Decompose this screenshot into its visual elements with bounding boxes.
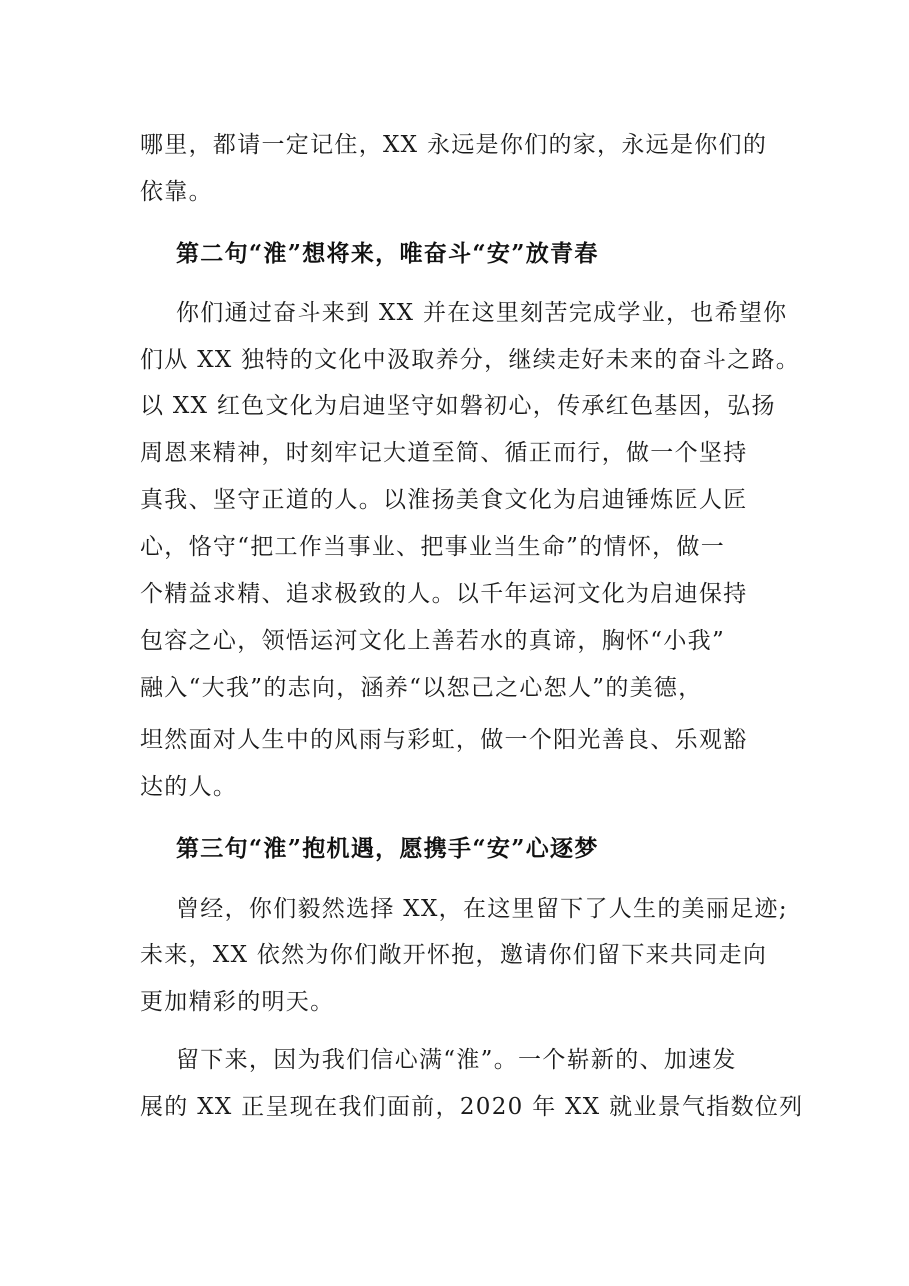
- body-line: 融入“大我”的志向，涵养“以恕己之心恕人”的美德，: [140, 675, 703, 701]
- body-line: 个精益求精、追求极致的人。以千年运河文化为启迪保持: [140, 581, 748, 607]
- section-heading: 第二句“淮”想将来，唯奋斗“安”放青春: [176, 240, 599, 267]
- body-line: 们从 XX 独特的文化中汲取养分，继续走好未来的奋斗之路。: [140, 347, 801, 373]
- section-heading: 第三句“淮”抱机遇，愿携手“安”心逐梦: [176, 835, 599, 862]
- body-line: 你们通过奋斗来到 XX 并在这里刻苦完成学业，也希望你: [176, 300, 788, 326]
- body-line: 达的人。: [140, 774, 238, 800]
- body-line: 更加精彩的明天。: [140, 989, 335, 1015]
- body-line: 心，恪守“把工作当事业、把事业当生命”的情怀，做一: [140, 534, 726, 560]
- body-line: 展的 XX 正呈现在我们面前，2020 年 XX 就业景气指数位列: [140, 1094, 804, 1120]
- body-line: 哪里，都请一定记住，XX 永远是你们的家，永远是你们的: [140, 132, 768, 158]
- body-line: 包容之心，领悟运河文化上善若水的真谛，胸怀“小我”: [140, 628, 726, 654]
- body-line: 以 XX 红色文化为启迪坚守如磐初心，传承红色基因，弘扬: [140, 393, 776, 419]
- body-line: 坦然面对人生中的风雨与彩虹，做一个阳光善良、乐观豁: [140, 727, 748, 753]
- body-line: 周恩来精神，时刻牢记大道至简、循正而行，做一个坚持: [140, 440, 748, 466]
- body-line: 曾经，你们毅然选择 XX，在这里留下了人生的美丽足迹;: [176, 896, 788, 922]
- body-line: 未来，XX 依然为你们敞开怀抱，邀请你们留下来共同走向: [140, 942, 768, 968]
- body-line: 留下来，因为我们信心满“淮”。一个崭新的、加速发: [176, 1047, 737, 1073]
- body-line: 真我、坚守正道的人。以淮扬美食文化为启迪锤炼匠人匠: [140, 487, 748, 513]
- body-line: 依靠。: [140, 179, 213, 205]
